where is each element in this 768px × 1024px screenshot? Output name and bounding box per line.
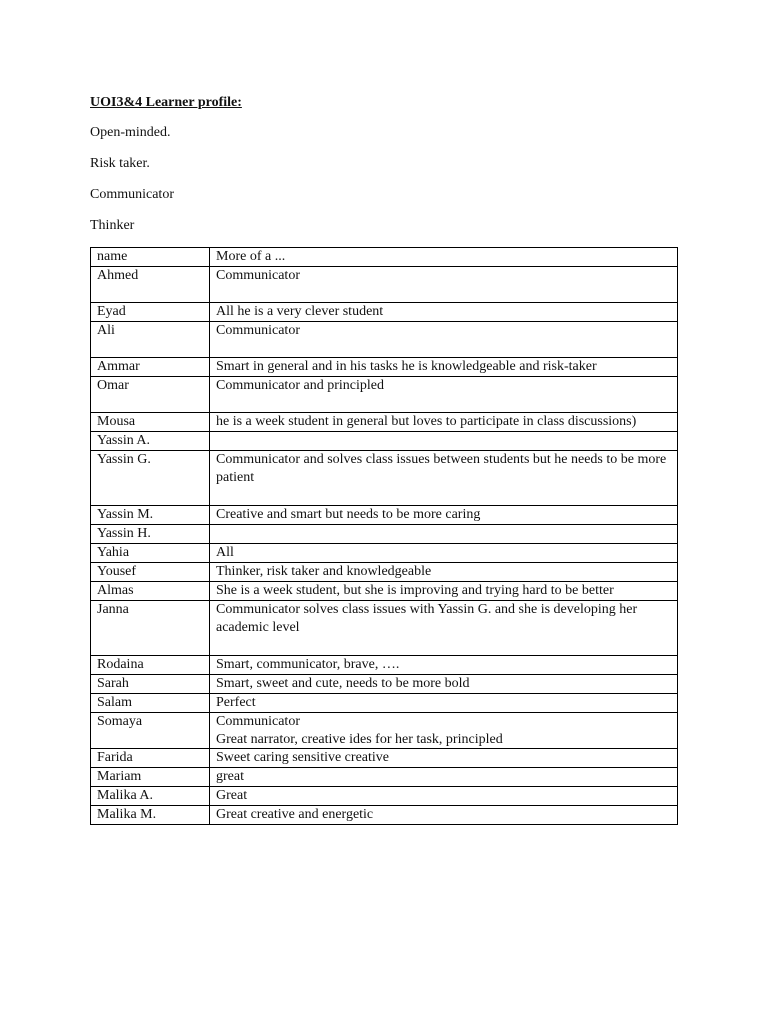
table-row xyxy=(91,544,678,563)
student-description xyxy=(210,525,678,544)
table-row xyxy=(91,694,678,713)
student-name: Yousef xyxy=(91,563,210,582)
table-row xyxy=(91,358,678,377)
table-row xyxy=(91,787,678,806)
student-name: Yassin M. xyxy=(91,506,210,525)
table-row xyxy=(91,432,678,451)
student-name: Yahia xyxy=(91,544,210,563)
table-row xyxy=(91,267,678,303)
learner-profile-table xyxy=(90,247,678,825)
table-row xyxy=(91,675,678,694)
table-row xyxy=(91,749,678,768)
header-more-of-a: More of a ... xyxy=(210,248,678,267)
student-description: Communicator xyxy=(216,714,300,729)
student-description: Great creative and energetic xyxy=(210,806,678,825)
student-description: Creative and smart but needs to be more caring xyxy=(210,506,678,525)
student-name: Ahmed xyxy=(91,267,210,303)
student-description: Perfect xyxy=(210,694,678,713)
student-description xyxy=(210,432,678,451)
student-name: Malika A. xyxy=(91,787,210,806)
student-description: Communicator solves class issues with Yassin G. and she is developing her academic level xyxy=(210,601,678,656)
student-description: Thinker, risk taker and knowledgeable xyxy=(210,563,678,582)
table-row xyxy=(91,806,678,825)
student-description: Sweet caring sensitive creative xyxy=(210,749,678,768)
table-row xyxy=(91,563,678,582)
table-row xyxy=(91,303,678,322)
student-name: Eyad xyxy=(91,303,210,322)
student-description: She is a week student, but she is improving and trying hard to be better xyxy=(210,582,678,601)
student-name: Almas xyxy=(91,582,210,601)
table-header-row xyxy=(91,248,678,267)
student-description: Communicator xyxy=(210,322,678,358)
document-title: UOI3&4 Learner profile: xyxy=(90,95,242,110)
trait-open-minded: Open-minded. xyxy=(90,125,171,140)
student-name: Malika M. xyxy=(91,806,210,825)
student-name: Mariam xyxy=(91,768,210,787)
table-row xyxy=(91,506,678,525)
table-row xyxy=(91,656,678,675)
student-name: Ammar xyxy=(91,358,210,377)
student-description: Smart, sweet and cute, needs to be more bold xyxy=(210,675,678,694)
table-row xyxy=(91,768,678,787)
student-description-line-2: Great narrator, creative ides for her task, principled xyxy=(216,731,503,747)
table-row xyxy=(91,322,678,358)
student-name: Yassin G. xyxy=(91,451,210,506)
student-description: Communicator and principled xyxy=(210,377,678,413)
student-description: All xyxy=(210,544,678,563)
table-row xyxy=(91,713,678,749)
student-description: Communicator xyxy=(210,267,678,303)
student-name: Omar xyxy=(91,377,210,413)
student-name: Janna xyxy=(91,601,210,656)
student-name: Mousa xyxy=(91,413,210,432)
student-name: Farida xyxy=(91,749,210,768)
student-name: Yassin A. xyxy=(91,432,210,451)
trait-risk-taker: Risk taker. xyxy=(90,156,150,171)
student-name: Rodaina xyxy=(91,656,210,675)
table-row xyxy=(91,525,678,544)
student-description: he is a week student in general but loves to participate in class discussions) xyxy=(210,413,678,432)
student-name: Salam xyxy=(91,694,210,713)
table-row xyxy=(91,413,678,432)
student-description: Smart, communicator, brave, …. xyxy=(210,656,678,675)
student-description: Great xyxy=(210,787,678,806)
student-description-cell xyxy=(210,713,678,749)
trait-thinker: Thinker xyxy=(90,218,135,233)
table-row xyxy=(91,377,678,413)
student-name: Yassin H. xyxy=(91,525,210,544)
student-name: Somaya xyxy=(91,713,210,749)
table-row xyxy=(91,601,678,656)
student-description: Smart in general and in his tasks he is knowledgeable and risk-taker xyxy=(210,358,678,377)
student-name: Sarah xyxy=(91,675,210,694)
student-description: All he is a very clever student xyxy=(210,303,678,322)
table-row xyxy=(91,582,678,601)
student-description: great xyxy=(210,768,678,787)
trait-communicator: Communicator xyxy=(90,187,174,202)
header-name: name xyxy=(91,248,210,267)
student-description: Communicator and solves class issues between students but he needs to be more patient xyxy=(210,451,678,506)
student-name: Ali xyxy=(91,322,210,358)
table-row xyxy=(91,451,678,506)
